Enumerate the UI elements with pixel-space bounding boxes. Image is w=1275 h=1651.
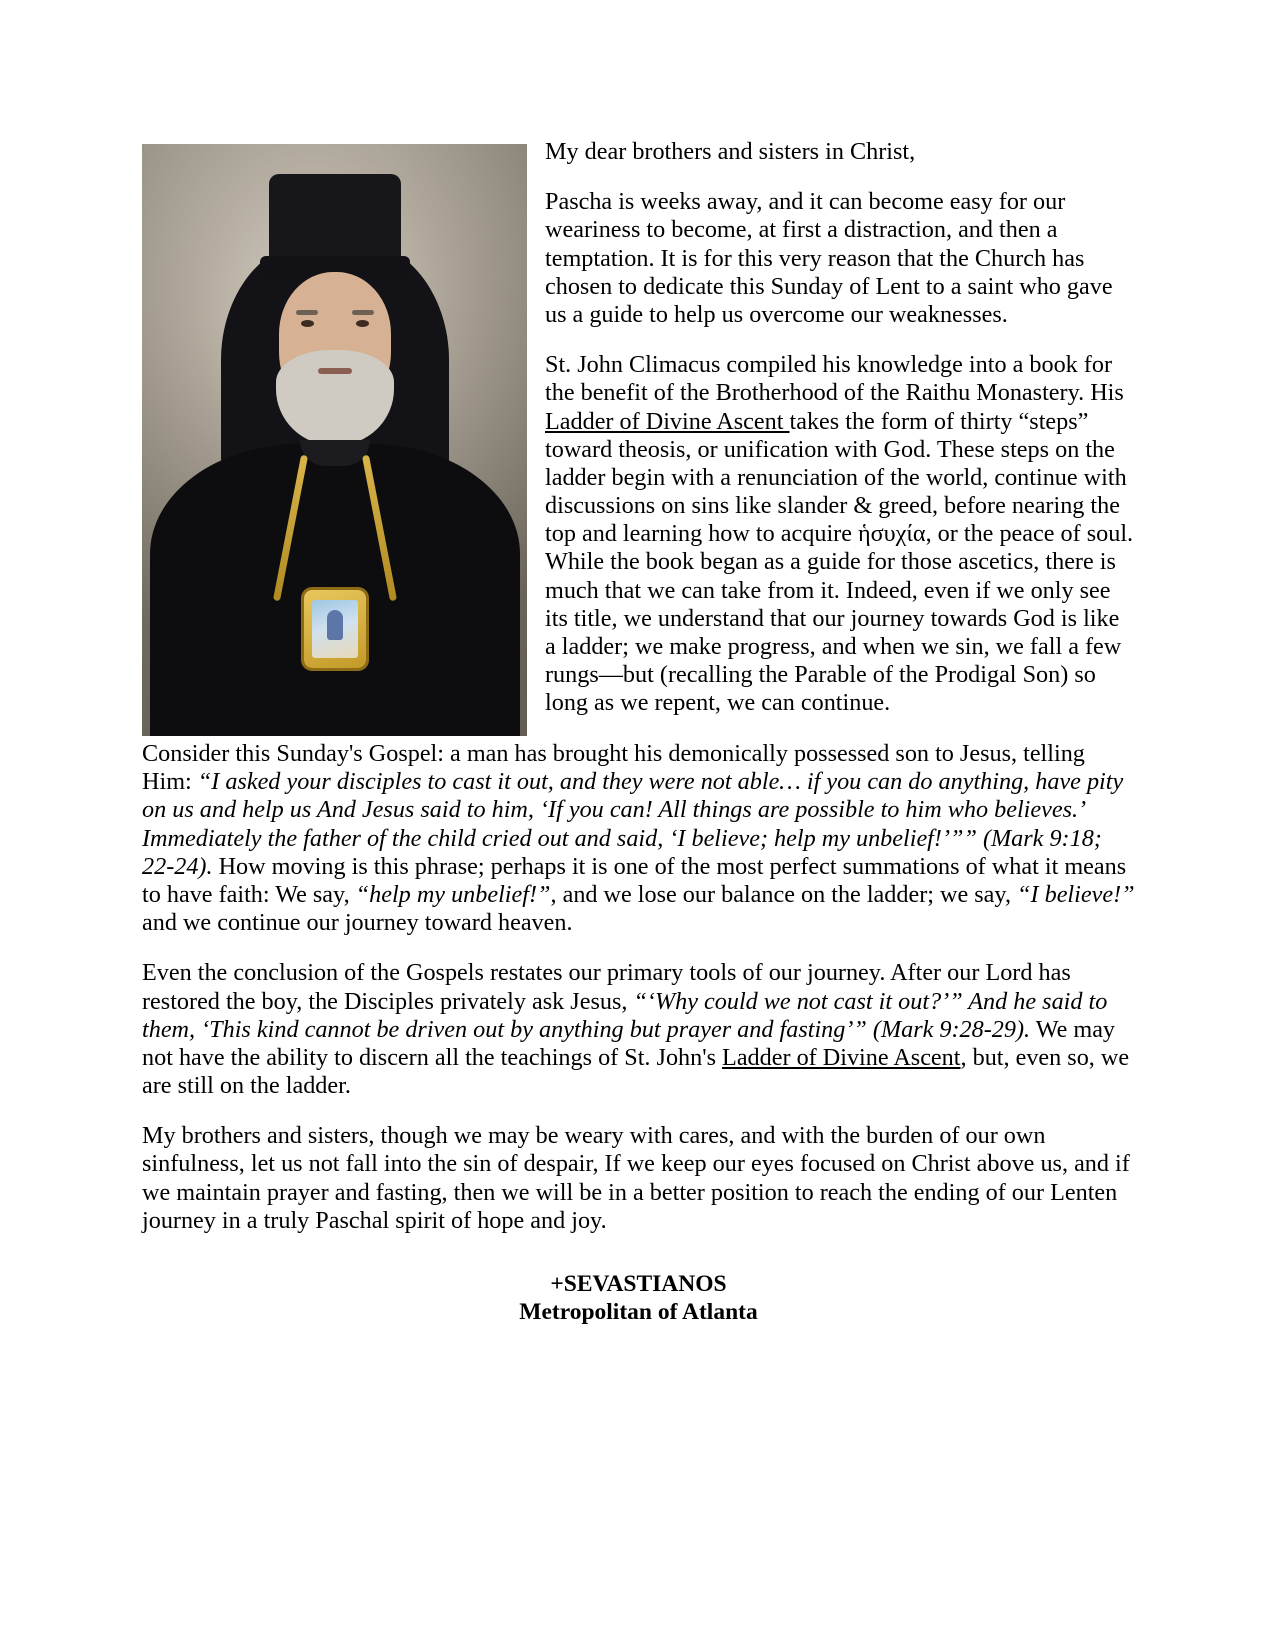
eye-left [301,320,314,327]
eyebrow-right [352,310,374,315]
intro-block [142,138,1135,740]
portrait-figure [142,144,527,736]
panagia-theotokos-figure [327,610,343,640]
salutation: My dear brothers and sisters in Christ, [545,138,916,165]
paragraph-3-part-d: and we continue our journey toward heaven. [142,909,573,937]
mouth [318,368,352,374]
paragraph-3 [142,740,1135,937]
paragraph-3-part-b: How moving is this phrase; perhaps it is one of the most perfect summations of what it means to have faith: We say, [142,852,1127,908]
paragraph-4-part-b: We may not have the ability to discern all the teachings of St. John's [142,1015,1116,1071]
paragraph-4-part-a: Even the conclusion of the Gospels restates our primary tools of our journey. After our Lord has restored the boy, the Disciples privately ask Jesus, [142,959,1071,1015]
eyebrow-left [296,310,318,315]
gospel-quote-mark-9-18-22-24: “I asked your disciples to cast it out, and they were not able… if you can do anything, have pity on us and help us And Jesus said to him, ‘If you can! All things are possible to him who believes.’ Immediately the father of the child cried out and said, ‘I believe; help my unbelief!’”” (Mark 9:18; 22-24). [142,768,1124,880]
paragraph-5: My brothers and sisters, though we may be weary with cares, and with the burden of our own sinfulness, let us not fall into the sin of despair, If we keep our eyes focused on Christ above us, and if we maintain prayer and fasting, then we will be in a better position to reach the ending of our Lenten journey in a truly Paschal spirit of hope and joy. [142,1122,1130,1234]
paragraph-3-part-c: , and we lose our balance on the ladder; we say, [550,880,1018,908]
signature-title: Metropolitan of Atlanta [519,1298,758,1325]
paragraph-4 [142,959,1135,1100]
book-title-ladder-2: Ladder of Divine Ascent [722,1043,961,1071]
signature-block [142,1271,1135,1326]
paragraph-2-part-b: takes the form of thirty “steps” toward theosis, or unification with God. These steps on the ladder begin with a renunciation of the world, continue with discussions on sins like slander & greed, before nearing the top and learning how to acquire ἡσυχία, or the peace of soul. While the book began as a guide for those ascetics, there is much that we can take from it. Indeed, even if we only see its title, we understand that our journey towards God is like a ladder; we make progress, and when we sin, we fall a few rungs—but (recalling the Parable of the Prodigal Son) so long as we repent, we can continue. [545,407,1134,717]
book-title-ladder-1: Ladder of Divine Ascent [545,407,790,435]
paragraph-2-part-a: St. John Climacus compiled his knowledge into a book for the benefit of the Brotherhood of the Raithu Monastery. His [545,351,1124,407]
gospel-quote-mark-9-28-29: “‘Why could we not cast it out?’” And he said to them, ‘This kind cannot be driven out by anything but prayer and fasting’” (Mark 9:28-29). [142,987,1108,1043]
quote-i-believe: “I believe!” [1017,880,1135,908]
panagia-icon-face [312,600,358,658]
klobuk-hat-icon [269,174,401,266]
eye-right [356,320,369,327]
paragraph-4-part-c: , but, even so, we are still on the ladder. [142,1043,1130,1100]
panagia-medallion-icon [304,590,366,668]
signature-name: +SEVASTIANOS [550,1271,727,1297]
quote-help-my-unbelief: “help my unbelief!” [355,880,551,908]
paragraph-1: Pascha is weeks away, and it can become easy for our weariness to become, at first a distraction, and then a temptation. It is for this very reason that the Church has chosen to dedicate this Sunday of Lent to a saint who gave us a guide to help us overcome our weaknesses. [545,188,1113,328]
paragraph-3-part-a: Consider this Sunday's Gospel: a man has brought his demonically possessed son to Jesus, telling Him: [142,740,1085,796]
metropolitan-portrait-image [142,144,527,736]
